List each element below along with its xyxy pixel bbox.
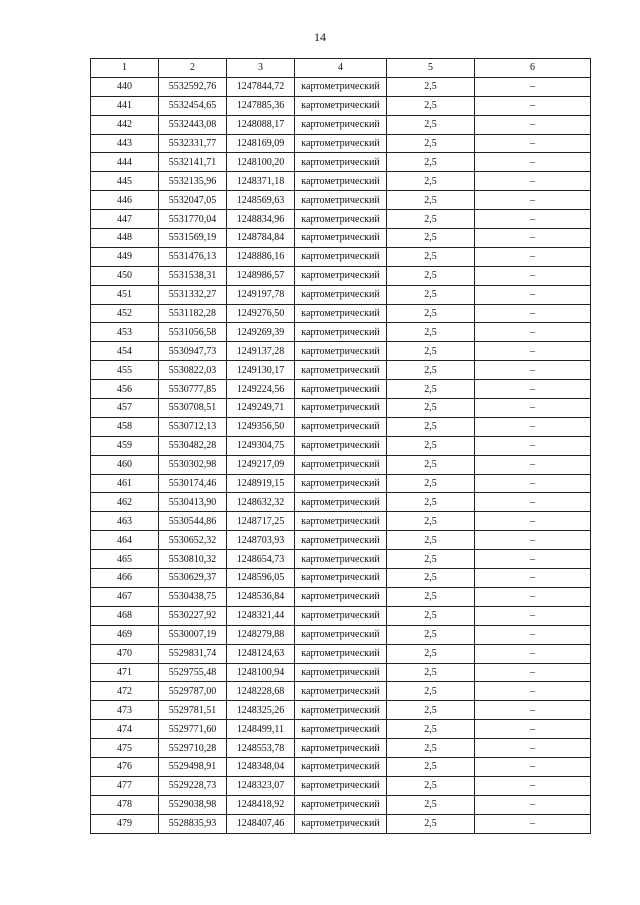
method-cell: картометрический [295,191,387,210]
point-number-cell: 448 [91,229,159,248]
coordinates-table [90,58,591,834]
note-cell: – [475,417,591,436]
table-row [91,229,591,248]
note-cell: – [475,493,591,512]
column-header-6: 6 [475,59,591,78]
accuracy-cell: 2,5 [387,436,475,455]
method-cell: картометрический [295,134,387,153]
note-cell: – [475,247,591,266]
x-coordinate-cell: 5530777,85 [159,380,227,399]
note-cell: – [475,77,591,96]
point-number-cell: 463 [91,512,159,531]
y-coordinate-cell: 1247885,36 [227,96,295,115]
y-coordinate-cell: 1249269,39 [227,323,295,342]
method-cell: картометрический [295,380,387,399]
x-coordinate-cell: 5531476,13 [159,247,227,266]
column-header-2: 2 [159,59,227,78]
point-number-cell: 440 [91,77,159,96]
point-number-cell: 445 [91,172,159,191]
accuracy-cell: 2,5 [387,342,475,361]
accuracy-cell: 2,5 [387,776,475,795]
point-number-cell: 476 [91,757,159,776]
accuracy-cell: 2,5 [387,361,475,380]
note-cell: – [475,323,591,342]
accuracy-cell: 2,5 [387,304,475,323]
table-row [91,739,591,758]
accuracy-cell: 2,5 [387,644,475,663]
point-number-cell: 444 [91,153,159,172]
x-coordinate-cell: 5529787,00 [159,682,227,701]
note-cell: – [475,172,591,191]
method-cell: картометрический [295,739,387,758]
point-number-cell: 479 [91,814,159,833]
method-cell: картометрический [295,153,387,172]
y-coordinate-cell: 1248717,25 [227,512,295,531]
y-coordinate-cell: 1249249,71 [227,399,295,418]
column-header-5: 5 [387,59,475,78]
accuracy-cell: 2,5 [387,191,475,210]
page-number: 14 [314,30,326,44]
table-row [91,285,591,304]
method-cell: картометрический [295,229,387,248]
method-cell: картометрический [295,417,387,436]
table-row [91,550,591,569]
x-coordinate-cell: 5532047,05 [159,191,227,210]
method-cell: картометрический [295,625,387,644]
note-cell: – [475,720,591,739]
accuracy-cell: 2,5 [387,417,475,436]
method-cell: картометрический [295,606,387,625]
method-cell: картометрический [295,663,387,682]
table-row [91,606,591,625]
x-coordinate-cell: 5529228,73 [159,776,227,795]
accuracy-cell: 2,5 [387,172,475,191]
y-coordinate-cell: 1247844,72 [227,77,295,96]
method-cell: картометрический [295,757,387,776]
table-row [91,77,591,96]
y-coordinate-cell: 1248321,44 [227,606,295,625]
point-number-cell: 475 [91,739,159,758]
point-number-cell: 452 [91,304,159,323]
table-row [91,682,591,701]
point-number-cell: 471 [91,663,159,682]
accuracy-cell: 2,5 [387,115,475,134]
x-coordinate-cell: 5530708,51 [159,399,227,418]
accuracy-cell: 2,5 [387,701,475,720]
point-number-cell: 441 [91,96,159,115]
method-cell: картометрический [295,720,387,739]
table-row [91,399,591,418]
x-coordinate-cell: 5532592,76 [159,77,227,96]
method-cell: картометрический [295,531,387,550]
method-cell: картометрический [295,172,387,191]
method-cell: картометрический [295,682,387,701]
method-cell: картометрический [295,493,387,512]
point-number-cell: 472 [91,682,159,701]
table-row [91,455,591,474]
accuracy-cell: 2,5 [387,512,475,531]
y-coordinate-cell: 1249130,17 [227,361,295,380]
accuracy-cell: 2,5 [387,682,475,701]
accuracy-cell: 2,5 [387,739,475,758]
y-coordinate-cell: 1248919,15 [227,474,295,493]
x-coordinate-cell: 5530227,92 [159,606,227,625]
y-coordinate-cell: 1248124,63 [227,644,295,663]
point-number-cell: 466 [91,569,159,588]
x-coordinate-cell: 5529710,28 [159,739,227,758]
table-row [91,342,591,361]
note-cell: – [475,625,591,644]
table-row [91,436,591,455]
x-coordinate-cell: 5529831,74 [159,644,227,663]
x-coordinate-cell: 5531332,27 [159,285,227,304]
table-row [91,474,591,493]
table-row [91,380,591,399]
note-cell: – [475,644,591,663]
note-cell: – [475,266,591,285]
point-number-cell: 467 [91,587,159,606]
x-coordinate-cell: 5530302,98 [159,455,227,474]
method-cell: картометрический [295,77,387,96]
note-cell: – [475,153,591,172]
x-coordinate-cell: 5530413,90 [159,493,227,512]
note-cell: – [475,814,591,833]
accuracy-cell: 2,5 [387,399,475,418]
x-coordinate-cell: 5531056,58 [159,323,227,342]
point-number-cell: 446 [91,191,159,210]
method-cell: картометрический [295,247,387,266]
table-row [91,172,591,191]
x-coordinate-cell: 5531538,31 [159,266,227,285]
method-cell: картометрический [295,474,387,493]
method-cell: картометрический [295,795,387,814]
table-row [91,304,591,323]
point-number-cell: 469 [91,625,159,644]
x-coordinate-cell: 5530810,32 [159,550,227,569]
point-number-cell: 442 [91,115,159,134]
method-cell: картометрический [295,814,387,833]
y-coordinate-cell: 1249217,09 [227,455,295,474]
x-coordinate-cell: 5529781,51 [159,701,227,720]
note-cell: – [475,569,591,588]
note-cell: – [475,795,591,814]
y-coordinate-cell: 1248886,16 [227,247,295,266]
accuracy-cell: 2,5 [387,587,475,606]
accuracy-cell: 2,5 [387,814,475,833]
table-row [91,153,591,172]
note-cell: – [475,342,591,361]
note-cell: – [475,96,591,115]
note-cell: – [475,550,591,569]
note-cell: – [475,134,591,153]
y-coordinate-cell: 1249224,56 [227,380,295,399]
table-row [91,720,591,739]
note-cell: – [475,776,591,795]
accuracy-cell: 2,5 [387,247,475,266]
point-number-cell: 450 [91,266,159,285]
note-cell: – [475,304,591,323]
y-coordinate-cell: 1248536,84 [227,587,295,606]
accuracy-cell: 2,5 [387,153,475,172]
accuracy-cell: 2,5 [387,720,475,739]
note-cell: – [475,436,591,455]
y-coordinate-cell: 1248569,63 [227,191,295,210]
x-coordinate-cell: 5530482,28 [159,436,227,455]
accuracy-cell: 2,5 [387,795,475,814]
accuracy-cell: 2,5 [387,663,475,682]
note-cell: – [475,380,591,399]
table-row [91,191,591,210]
method-cell: картометрический [295,210,387,229]
accuracy-cell: 2,5 [387,380,475,399]
note-cell: – [475,587,591,606]
y-coordinate-cell: 1248834,96 [227,210,295,229]
y-coordinate-cell: 1248323,07 [227,776,295,795]
table-body [91,77,591,833]
point-number-cell: 464 [91,531,159,550]
column-header-1: 1 [91,59,159,78]
table-row [91,247,591,266]
note-cell: – [475,757,591,776]
note-cell: – [475,663,591,682]
point-number-cell: 468 [91,606,159,625]
point-number-cell: 473 [91,701,159,720]
accuracy-cell: 2,5 [387,229,475,248]
note-cell: – [475,606,591,625]
x-coordinate-cell: 5532141,71 [159,153,227,172]
y-coordinate-cell: 1248228,68 [227,682,295,701]
accuracy-cell: 2,5 [387,531,475,550]
x-coordinate-cell: 5532443,08 [159,115,227,134]
method-cell: картометрический [295,399,387,418]
column-header-3: 3 [227,59,295,78]
note-cell: – [475,229,591,248]
method-cell: картометрический [295,304,387,323]
table-row [91,531,591,550]
y-coordinate-cell: 1249356,50 [227,417,295,436]
y-coordinate-cell: 1248100,94 [227,663,295,682]
note-cell: – [475,474,591,493]
note-cell: – [475,531,591,550]
y-coordinate-cell: 1248371,18 [227,172,295,191]
x-coordinate-cell: 5529755,48 [159,663,227,682]
table-row [91,663,591,682]
method-cell: картометрический [295,455,387,474]
point-number-cell: 474 [91,720,159,739]
accuracy-cell: 2,5 [387,550,475,569]
x-coordinate-cell: 5530652,32 [159,531,227,550]
table-row [91,587,591,606]
table-row [91,795,591,814]
y-coordinate-cell: 1249276,50 [227,304,295,323]
y-coordinate-cell: 1248325,26 [227,701,295,720]
point-number-cell: 470 [91,644,159,663]
table-row [91,210,591,229]
method-cell: картометрический [295,285,387,304]
point-number-cell: 460 [91,455,159,474]
table-row [91,361,591,380]
x-coordinate-cell: 5532331,77 [159,134,227,153]
note-cell: – [475,210,591,229]
y-coordinate-cell: 1249304,75 [227,436,295,455]
note-cell: – [475,361,591,380]
note-cell: – [475,455,591,474]
point-number-cell: 453 [91,323,159,342]
accuracy-cell: 2,5 [387,474,475,493]
x-coordinate-cell: 5531770,04 [159,210,227,229]
point-number-cell: 451 [91,285,159,304]
y-coordinate-cell: 1248499,11 [227,720,295,739]
method-cell: картометрический [295,96,387,115]
y-coordinate-cell: 1248703,93 [227,531,295,550]
point-number-cell: 454 [91,342,159,361]
point-number-cell: 455 [91,361,159,380]
point-number-cell: 462 [91,493,159,512]
note-cell: – [475,191,591,210]
point-number-cell: 477 [91,776,159,795]
x-coordinate-cell: 5532454,65 [159,96,227,115]
point-number-cell: 447 [91,210,159,229]
table-row [91,512,591,531]
y-coordinate-cell: 1248784,84 [227,229,295,248]
y-coordinate-cell: 1248088,17 [227,115,295,134]
accuracy-cell: 2,5 [387,266,475,285]
table-row [91,115,591,134]
note-cell: – [475,739,591,758]
accuracy-cell: 2,5 [387,96,475,115]
point-number-cell: 449 [91,247,159,266]
point-number-cell: 456 [91,380,159,399]
point-number-cell: 461 [91,474,159,493]
x-coordinate-cell: 5532135,96 [159,172,227,191]
x-coordinate-cell: 5530007,19 [159,625,227,644]
table-row [91,569,591,588]
accuracy-cell: 2,5 [387,210,475,229]
x-coordinate-cell: 5529771,60 [159,720,227,739]
x-coordinate-cell: 5530438,75 [159,587,227,606]
method-cell: картометрический [295,644,387,663]
note-cell: – [475,701,591,720]
accuracy-cell: 2,5 [387,323,475,342]
x-coordinate-cell: 5530712,13 [159,417,227,436]
method-cell: картометрический [295,436,387,455]
table-row [91,493,591,512]
table-row [91,814,591,833]
method-cell: картометрический [295,266,387,285]
y-coordinate-cell: 1248169,09 [227,134,295,153]
note-cell: – [475,285,591,304]
y-coordinate-cell: 1248596,05 [227,569,295,588]
y-coordinate-cell: 1248100,20 [227,153,295,172]
method-cell: картометрический [295,701,387,720]
x-coordinate-cell: 5530544,86 [159,512,227,531]
table-row [91,701,591,720]
x-coordinate-cell: 5529498,91 [159,757,227,776]
table-row [91,417,591,436]
y-coordinate-cell: 1248348,04 [227,757,295,776]
y-coordinate-cell: 1248654,73 [227,550,295,569]
x-coordinate-cell: 5530947,73 [159,342,227,361]
y-coordinate-cell: 1248632,32 [227,493,295,512]
x-coordinate-cell: 5529038,98 [159,795,227,814]
point-number-cell: 443 [91,134,159,153]
x-coordinate-cell: 5530822,03 [159,361,227,380]
note-cell: – [475,512,591,531]
accuracy-cell: 2,5 [387,455,475,474]
table-header-row [91,59,591,78]
accuracy-cell: 2,5 [387,285,475,304]
x-coordinate-cell: 5530629,37 [159,569,227,588]
method-cell: картометрический [295,361,387,380]
table-row [91,644,591,663]
note-cell: – [475,682,591,701]
table-row [91,625,591,644]
point-number-cell: 465 [91,550,159,569]
table-row [91,266,591,285]
method-cell: картометрический [295,550,387,569]
method-cell: картометрический [295,587,387,606]
y-coordinate-cell: 1248553,78 [227,739,295,758]
x-coordinate-cell: 5528835,93 [159,814,227,833]
method-cell: картометрический [295,323,387,342]
point-number-cell: 457 [91,399,159,418]
note-cell: – [475,115,591,134]
table-row [91,96,591,115]
y-coordinate-cell: 1248986,57 [227,266,295,285]
method-cell: картометрический [295,115,387,134]
accuracy-cell: 2,5 [387,134,475,153]
method-cell: картометрический [295,776,387,795]
table-row [91,757,591,776]
y-coordinate-cell: 1248418,92 [227,795,295,814]
point-number-cell: 458 [91,417,159,436]
x-coordinate-cell: 5531182,28 [159,304,227,323]
table-row [91,323,591,342]
y-coordinate-cell: 1249137,28 [227,342,295,361]
table-row [91,134,591,153]
accuracy-cell: 2,5 [387,569,475,588]
accuracy-cell: 2,5 [387,625,475,644]
y-coordinate-cell: 1248279,88 [227,625,295,644]
accuracy-cell: 2,5 [387,757,475,776]
x-coordinate-cell: 5531569,19 [159,229,227,248]
method-cell: картометрический [295,569,387,588]
table-row [91,776,591,795]
point-number-cell: 459 [91,436,159,455]
accuracy-cell: 2,5 [387,606,475,625]
column-header-4: 4 [295,59,387,78]
y-coordinate-cell: 1249197,78 [227,285,295,304]
method-cell: картометрический [295,342,387,361]
note-cell: – [475,399,591,418]
accuracy-cell: 2,5 [387,77,475,96]
accuracy-cell: 2,5 [387,493,475,512]
y-coordinate-cell: 1248407,46 [227,814,295,833]
method-cell: картометрический [295,512,387,531]
point-number-cell: 478 [91,795,159,814]
x-coordinate-cell: 5530174,46 [159,474,227,493]
